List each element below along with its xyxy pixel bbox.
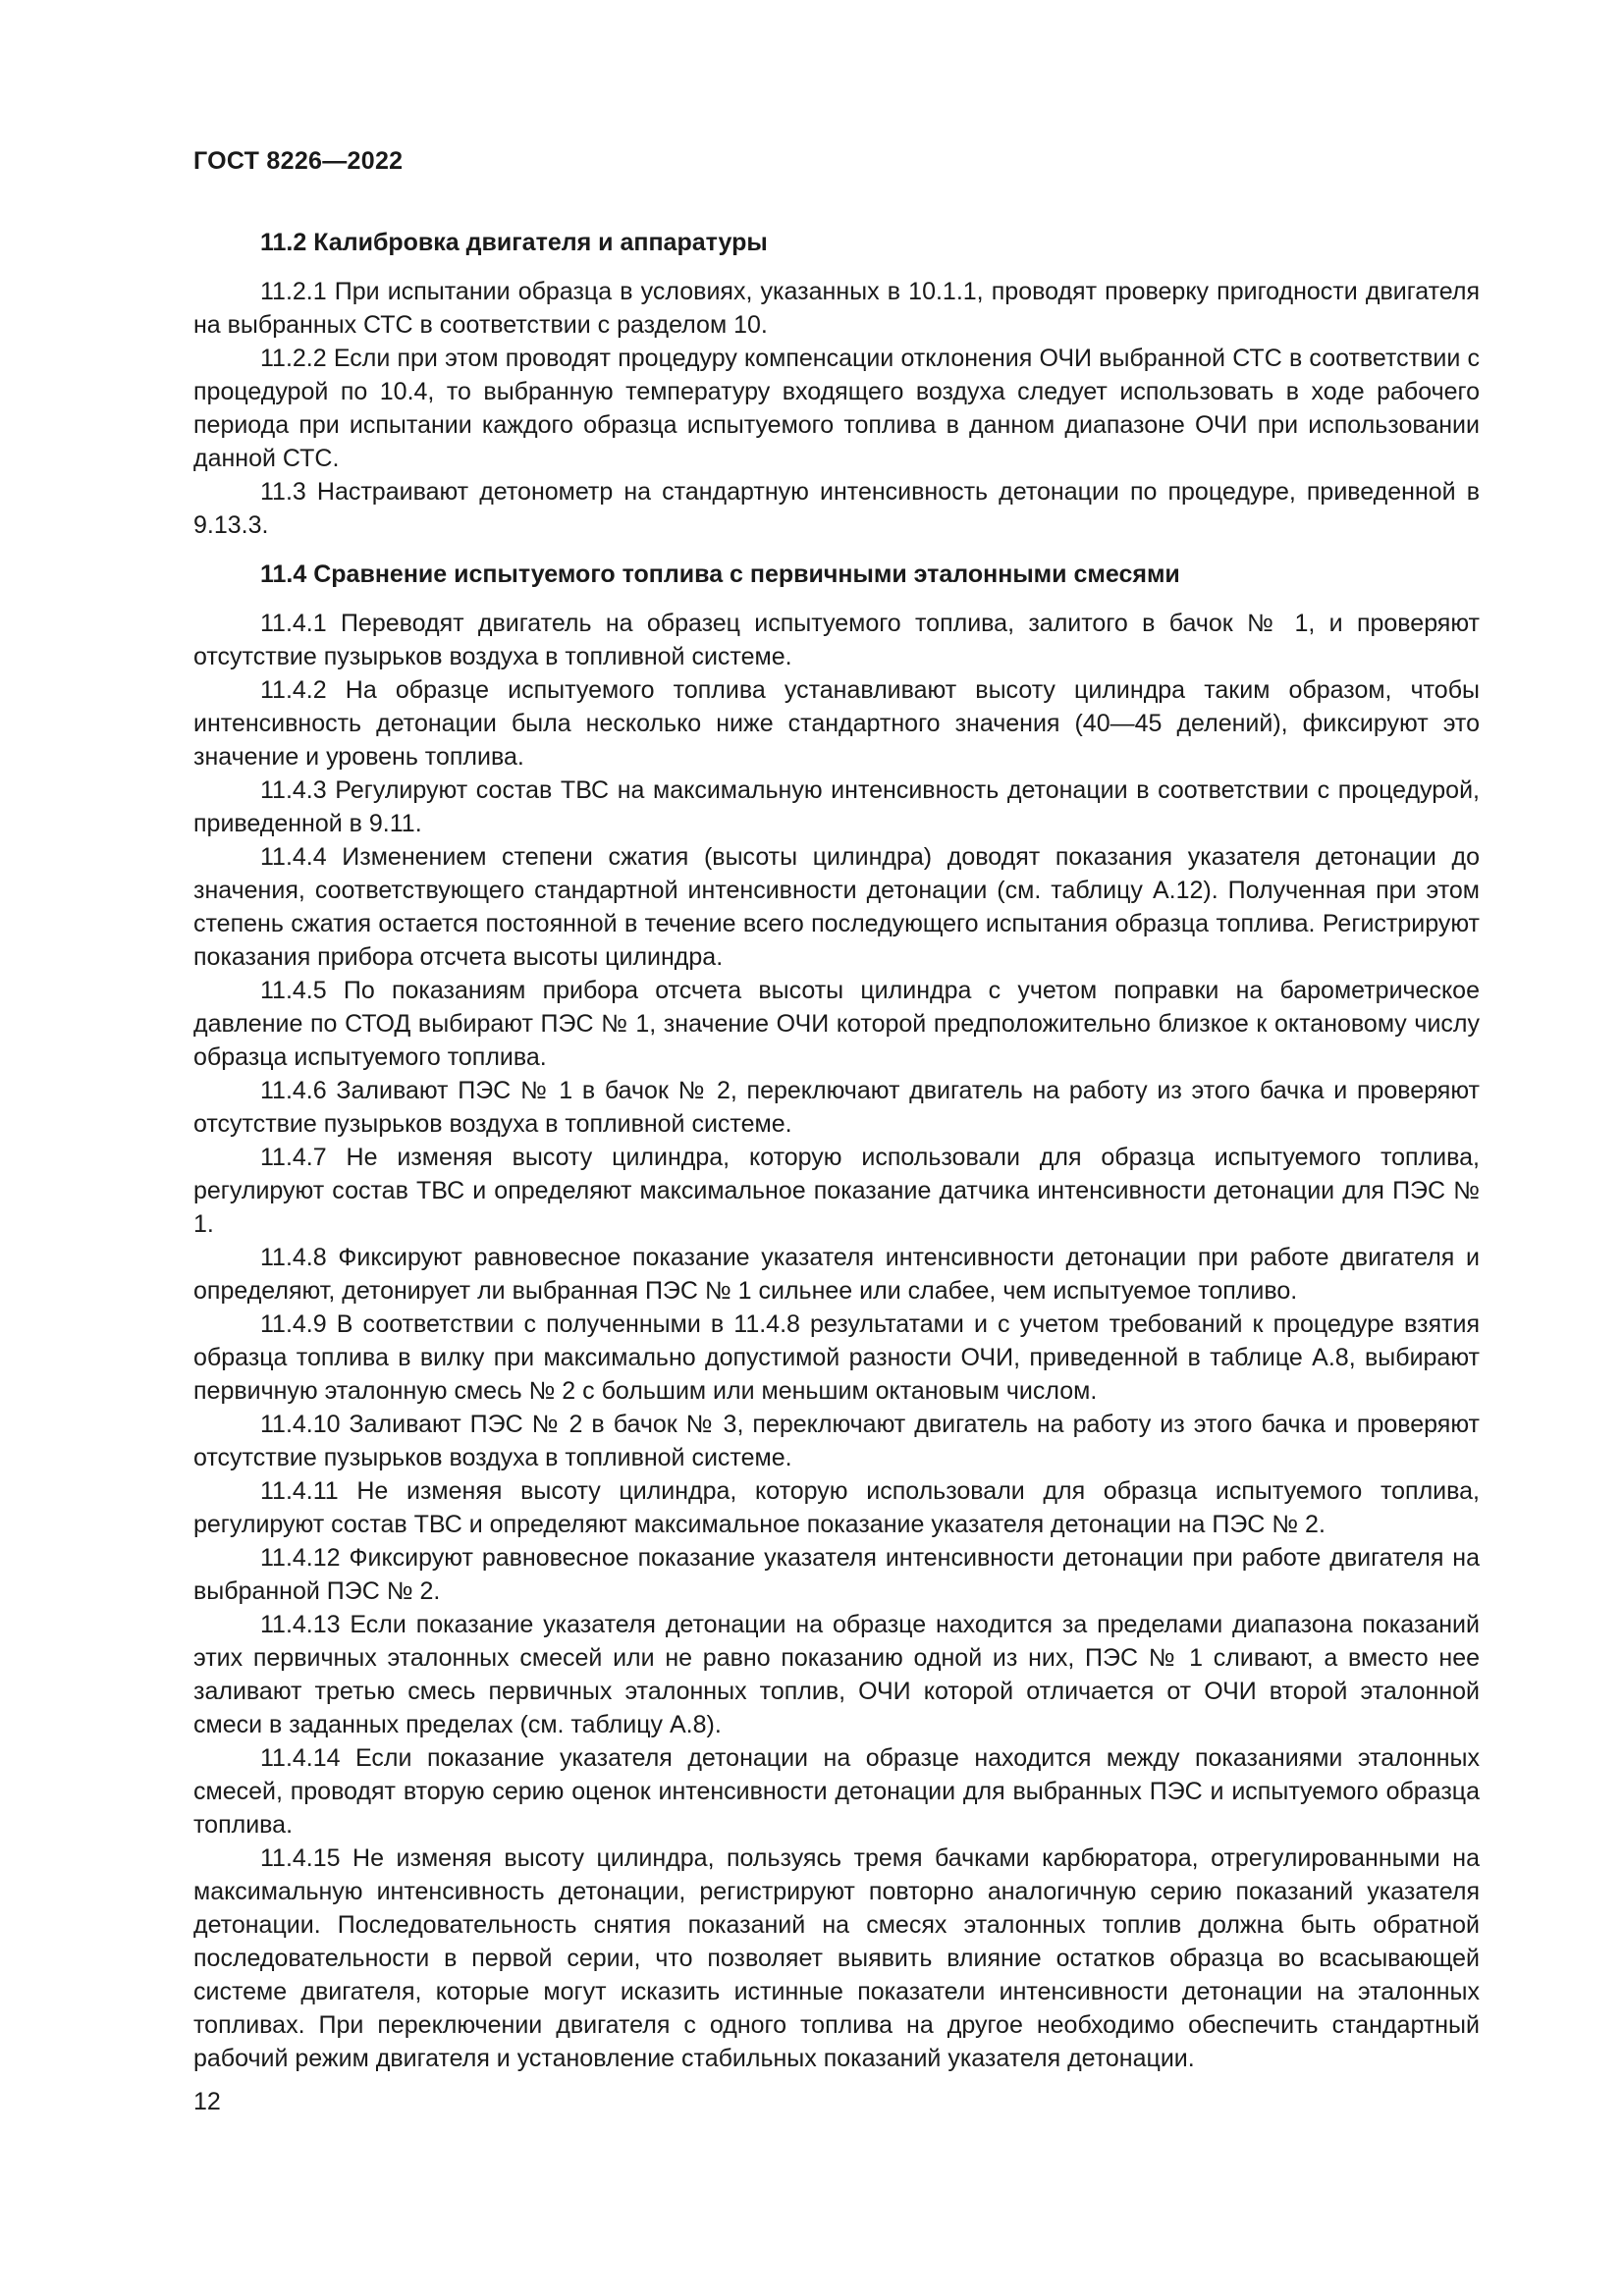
paragraph-11-4-3: 11.4.3 Регулируют состав ТВС на максимальную интенсивность детонации в соответствии с процедурой, приведенной в 9.11. [193,776,1480,837]
document-body [193,226,1480,2075]
paragraph-11-4-14: 11.4.14 Если показание указателя детонации на образце находится между показаниями эталонных смесей, проводят вторую серию оценок интенсивности детонации для выбранных ПЭС и испытуемого образца топлива. [193,1744,1480,1839]
document-header: ГОСТ 8226—2022 [193,147,404,175]
paragraph-11-4-12: 11.4.12 Фиксируют равновесное показание указателя интенсивности детонации при работе двигателя на выбранной ПЭС № 2. [193,1544,1480,1605]
paragraph-11-4-4: 11.4.4 Изменением степени сжатия (высоты цилиндра) доводят показания указателя детонации до значения, соответствующего стандартной интенсивности детонации (см. таблицу А.12). Полученная при этом степень сжатия остается постоянной в течение всего последующего испытания образца топлива. Регистрируют показания прибора отсчета высоты цилиндра. [193,843,1480,971]
paragraph-11-4-1: 11.4.1 Переводят двигатель на образец испытуемого топлива, залитого в бачок № 1, и проверяют отсутствие пузырьков воздуха в топливной системе. [193,610,1480,670]
document-page [193,0,1480,2296]
paragraph-11-4-2: 11.4.2 На образце испытуемого топлива устанавливают высоту цилиндра таким образом, чтобы интенсивность детонации была несколько ниже стандартного значения (40—45 делений), фиксируют это значение и уровень топлива. [193,676,1480,771]
paragraph-11-4-15: 11.4.15 Не изменяя высоту цилиндра, пользуясь тремя бачками карбюратора, отрегулированными на максимальную интенсивность детонации, регистрируют повторно аналогичную серию показаний указателя детонации. Последовательность снятия показаний на смесях эталонных топлив должна быть обратной последовательности в первой серии, что позволяет выявить влияние остатков образца во всасывающей системе двигателя, которые могут исказить истинные показатели интенсивности детонации на эталонных топливах. При переключении двигателя с одного топлива на другое необходимо обеспечить стандартный рабочий режим двигателя и установление стабильных показаний указателя детонации. [193,1844,1480,2072]
paragraph-11-4-5: 11.4.5 По показаниям прибора отсчета высоты цилиндра с учетом поправки на барометрическое давление по СТОД выбирают ПЭС № 1, значение ОЧИ которой предположительно близкое к октановому числу образца испытуемого топлива. [193,977,1480,1071]
paragraph-11-4-9: 11.4.9 В соответствии с полученными в 11.4.8 результатами и с учетом требований к процедуре взятия образца топлива в вилку при максимально допустимой разности ОЧИ, приведенной в таблице А.8, выбирают первичную эталонную смесь № 2 с большим или меньшим октановым числом. [193,1310,1480,1405]
paragraph-11-2-1: 11.2.1 При испытании образца в условиях, указанных в 10.1.1, проводят проверку пригодности двигателя на выбранных СТС в соответствии с разделом 10. [193,278,1480,339]
section-heading-11-4: 11.4 Сравнение испытуемого топлива с первичными эталонными смесями [260,561,1180,588]
paragraph-11-4-6: 11.4.6 Заливают ПЭС № 1 в бачок № 2, переключают двигатель на работу из этого бачка и проверяют отсутствие пузырьков воздуха в топливной системе. [193,1077,1480,1138]
paragraph-11-4-13: 11.4.13 Если показание указателя детонации на образце находится за пределами диапазона показаний этих первичных эталонных смесей или не равно показанию одной из них, ПЭС № 1 сливают, а вместо нее заливают третью смесь первичных эталонных топлив, ОЧИ которой отличается от ОЧИ второй эталонной смеси в заданных пределах (см. таблицу А.8). [193,1611,1480,1738]
paragraph-11-4-10: 11.4.10 Заливают ПЭС № 2 в бачок № 3, переключают двигатель на работу из этого бачка и проверяют отсутствие пузырьков воздуха в топливной системе. [193,1411,1480,1471]
paragraph-11-2-2: 11.2.2 Если при этом проводят процедуру компенсации отклонения ОЧИ выбранной СТС в соответствии с процедурой по 10.4, то выбранную температуру входящего воздуха следует использовать в ходе рабочего периода при испытании каждого образца испытуемого топлива в данном диапазоне ОЧИ при использовании данной СТС. [193,345,1480,472]
paragraph-11-4-8: 11.4.8 Фиксируют равновесное показание указателя интенсивности детонации при работе двигателя и определяют, детонирует ли выбранная ПЭС № 1 сильнее или слабее, чем испытуемое топливо. [193,1244,1480,1305]
paragraph-11-4-7: 11.4.7 Не изменяя высоту цилиндра, которую использовали для образца испытуемого топлива, регулируют состав ТВС и определяют максимальное показание датчика интенсивности детонации для ПЭС № 1. [193,1144,1480,1238]
paragraph-11-3: 11.3 Настраивают детонометр на стандартную интенсивность детонации по процедуре, приведенной в 9.13.3. [193,478,1480,539]
section-heading-11-2: 11.2 Калибровка двигателя и аппаратуры [260,229,768,256]
page-number: 12 [193,2088,221,2115]
paragraph-11-4-11: 11.4.11 Не изменяя высоту цилиндра, которую использовали для образца испытуемого топлива, регулируют состав ТВС и определяют максимальное показание указателя детонации на ПЭС № 2. [193,1477,1480,1538]
